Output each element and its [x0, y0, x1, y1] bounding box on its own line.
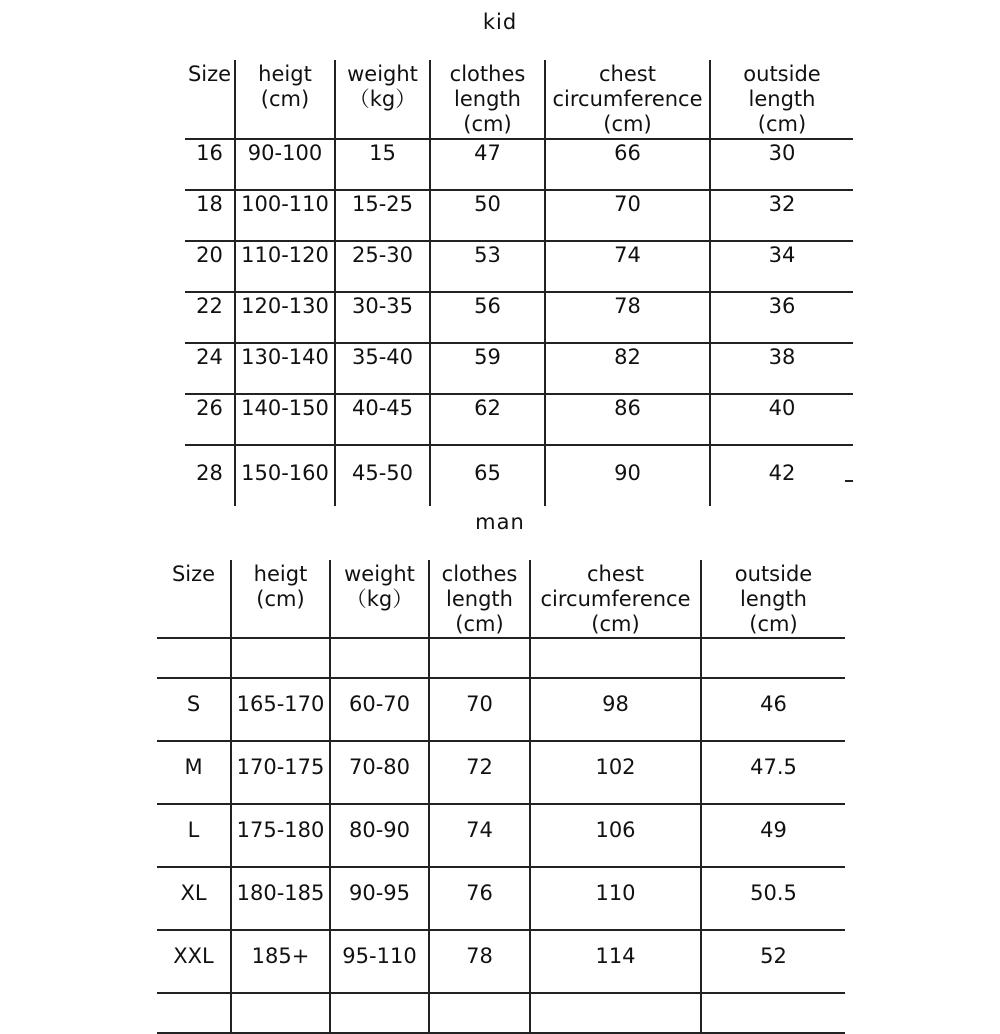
- kid-table-cell: 86: [545, 394, 710, 445]
- man-table-cell: [530, 993, 701, 1033]
- kid-table-cell: 42: [710, 445, 853, 506]
- kid-header-height: heigt (cm): [235, 60, 335, 139]
- kid-table-cell: 22: [185, 292, 235, 343]
- kid-table-row: [185, 139, 853, 190]
- kid-table-cell: 15: [335, 139, 430, 190]
- kid-header-chest-circumference: chest circumference (cm): [545, 60, 710, 139]
- kid-table-cell: 30: [710, 139, 853, 190]
- kid-table-cell: 78: [545, 292, 710, 343]
- man-table-cell: [429, 993, 530, 1033]
- man-table-row: [157, 930, 845, 993]
- man-table-cell: 95-110: [330, 930, 429, 993]
- kid-table-row: [185, 445, 853, 506]
- man-table-cell: [231, 638, 330, 678]
- man-table-cell: [231, 993, 330, 1033]
- man-header-outside-length: outside length (cm): [701, 560, 845, 638]
- kid-table-cell: 56: [430, 292, 545, 343]
- man-table-cell: XXL: [157, 930, 231, 993]
- kid-table-cell: 26: [185, 394, 235, 445]
- man-header-chest-circumference: chest circumference (cm): [530, 560, 701, 638]
- kid-table-cell: 40: [710, 394, 853, 445]
- man-table-cell: S: [157, 678, 231, 741]
- kid-table-cell: 40-45: [335, 394, 430, 445]
- kid-table-cell: 140-150: [235, 394, 335, 445]
- kid-table-cell: 24: [185, 343, 235, 394]
- man-section-title: man: [475, 510, 525, 534]
- man-table-cell: 90-95: [330, 867, 429, 930]
- kid-table-cell: 100-110: [235, 190, 335, 241]
- kid-table-row: [185, 343, 853, 394]
- kid-table-cell: 90: [545, 445, 710, 506]
- kid-table-row: [185, 190, 853, 241]
- kid-header-weight: weight （kg）: [335, 60, 430, 139]
- man-table-cell: 76: [429, 867, 530, 930]
- kid-table-cell: 18: [185, 190, 235, 241]
- man-table-cell: 98: [530, 678, 701, 741]
- man-table-cell: 102: [530, 741, 701, 804]
- man-table-cell: [701, 993, 845, 1033]
- kid-table-cell: 74: [545, 241, 710, 292]
- man-table-row: [157, 741, 845, 804]
- man-table-row: [157, 867, 845, 930]
- kid-table-cell: 110-120: [235, 241, 335, 292]
- man-header-clothes-length: clothes length (cm): [429, 560, 530, 638]
- kid-table-cell: 15-25: [335, 190, 430, 241]
- kid-table-cell: 32: [710, 190, 853, 241]
- kid-table-cell: 50: [430, 190, 545, 241]
- kid-table-cell: 90-100: [235, 139, 335, 190]
- kid-table-cell: 35-40: [335, 343, 430, 394]
- man-header-row: [157, 560, 845, 638]
- man-size-table: [157, 560, 845, 1034]
- kid-table-cell: 45-50: [335, 445, 430, 506]
- man-table-cell: 78: [429, 930, 530, 993]
- kid-header-row: [185, 60, 853, 139]
- man-header-height: heigt (cm): [231, 560, 330, 638]
- kid-header-size: Size: [185, 60, 235, 139]
- man-table-cell: XL: [157, 867, 231, 930]
- man-table-cell: 72: [429, 741, 530, 804]
- kid-table-row: [185, 394, 853, 445]
- kid-table-row: [185, 241, 853, 292]
- man-table-cell: 70-80: [330, 741, 429, 804]
- man-table-cell: [157, 638, 231, 678]
- man-table-cell: 46: [701, 678, 845, 741]
- kid-table-cell: 70: [545, 190, 710, 241]
- man-blank-row: [157, 638, 845, 678]
- man-table-cell: 52: [701, 930, 845, 993]
- man-table-cell: M: [157, 741, 231, 804]
- kid-size-table: [185, 60, 853, 506]
- kid-table-cell: 25-30: [335, 241, 430, 292]
- man-table-cell: [530, 638, 701, 678]
- man-table-cell: 60-70: [330, 678, 429, 741]
- man-table-cell: [330, 993, 429, 1033]
- man-table-cell: 80-90: [330, 804, 429, 867]
- kid-table-cell: 53: [430, 241, 545, 292]
- kid-table-cell: 59: [430, 343, 545, 394]
- man-header-weight: weight （kg）: [330, 560, 429, 638]
- kid-section-title: kid: [482, 10, 518, 34]
- man-table-cell: 170-175: [231, 741, 330, 804]
- kid-table-cell: 38: [710, 343, 853, 394]
- man-table-cell: [157, 993, 231, 1033]
- kid-table-cell: 36: [710, 292, 853, 343]
- kid-table-cell: 16: [185, 139, 235, 190]
- man-table-cell: L: [157, 804, 231, 867]
- man-table-cell: [701, 638, 845, 678]
- kid-table-cell: 34: [710, 241, 853, 292]
- man-table-cell: 165-170: [231, 678, 330, 741]
- man-table-cell: 49: [701, 804, 845, 867]
- man-table-cell: 185+: [231, 930, 330, 993]
- kid-table-cell: 82: [545, 343, 710, 394]
- man-table-cell: 106: [530, 804, 701, 867]
- kid-table-cell: 62: [430, 394, 545, 445]
- kid-table-cell: 47: [430, 139, 545, 190]
- man-table-cell: 47.5: [701, 741, 845, 804]
- kid-header-clothes-length: clothes length (cm): [430, 60, 545, 139]
- kid-table-cell: 120-130: [235, 292, 335, 343]
- man-table-cell: 50.5: [701, 867, 845, 930]
- man-table-row: [157, 678, 845, 741]
- man-header-size: Size: [157, 560, 231, 638]
- man-table-cell: 180-185: [231, 867, 330, 930]
- man-table-cell: [330, 638, 429, 678]
- kid-table-cell: 20: [185, 241, 235, 292]
- man-table-cell: 74: [429, 804, 530, 867]
- kid-header-outside-length: outside length (cm): [710, 60, 853, 139]
- man-table-cell: 114: [530, 930, 701, 993]
- kid-table-cell: 130-140: [235, 343, 335, 394]
- man-table-cell: [429, 638, 530, 678]
- kid-table-cell: 150-160: [235, 445, 335, 506]
- man-table-cell: 175-180: [231, 804, 330, 867]
- man-table-row: [157, 804, 845, 867]
- man-table-cell: 70: [429, 678, 530, 741]
- man-table-cell: 110: [530, 867, 701, 930]
- kid-table-cell: 28: [196, 461, 223, 485]
- stray-dash-mark: [845, 480, 853, 482]
- kid-table-cell: 66: [545, 139, 710, 190]
- kid-table-row: [185, 292, 853, 343]
- kid-table-cell: 65: [430, 445, 545, 506]
- man-blank-row: [157, 993, 845, 1033]
- kid-table-cell: 30-35: [335, 292, 430, 343]
